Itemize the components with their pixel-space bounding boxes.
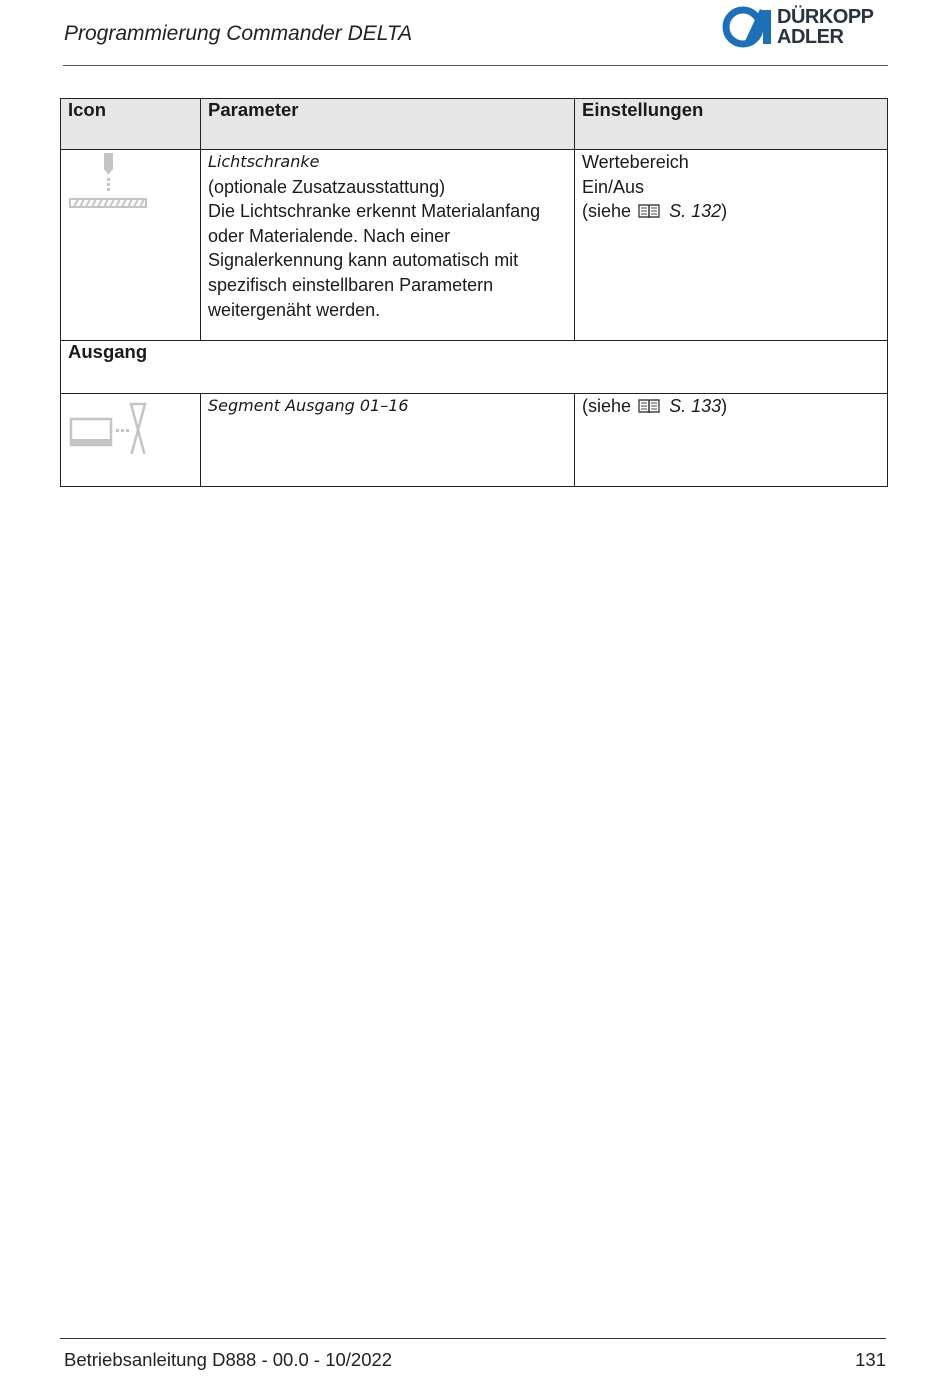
page-number: 131: [855, 1349, 886, 1370]
icon-cell: [61, 394, 201, 487]
section-title: Ausgang: [61, 341, 888, 394]
page-reference[interactable]: [582, 199, 880, 224]
parameter-line: oder Materialende. Nach einer: [208, 225, 451, 246]
parameter-cell: [201, 394, 575, 487]
table-row: [61, 150, 888, 341]
reference-suffix: ): [721, 201, 728, 222]
logo-line-2: ADLER: [777, 26, 844, 48]
section-row: [61, 341, 888, 394]
header-title: Programmierung Commander DELTA: [64, 22, 413, 45]
reference-suffix: ): [721, 396, 728, 416]
parameter-line: Die Lichtschranke erkennt Materialanfang: [208, 201, 541, 222]
footer-divider: [60, 1338, 886, 1339]
settings-line: Ein/Aus: [582, 176, 645, 197]
parameter-line: Signalerkennung kann automatisch mit: [208, 250, 519, 271]
parameter-line: spezifisch einstellbaren Parametern: [208, 274, 494, 295]
footer-document-info: Betriebsanleitung D888 - 00.0 - 10/2022: [64, 1349, 393, 1370]
icon-cell: [61, 150, 201, 341]
book-icon: [638, 398, 660, 415]
reference-prefix: (siehe: [582, 201, 632, 222]
reference-page: S. 132: [669, 201, 722, 222]
parameter-cell: [201, 150, 575, 341]
settings-cell: [575, 150, 888, 341]
settings-cell: [575, 394, 888, 487]
reference-prefix: (siehe: [582, 396, 632, 416]
light-barrier-icon: [68, 150, 148, 212]
logo-line-1: DÜRKOPP: [777, 6, 874, 28]
settings-line: Wertebereich: [582, 152, 689, 172]
header-divider: [63, 65, 888, 66]
column-header-settings: Einstellungen: [575, 99, 888, 150]
parameter-line: (optionale Zusatzausstattung): [208, 176, 446, 197]
parameter-table: [60, 98, 888, 487]
parameter-title: Segment Ausgang 01–16: [208, 396, 409, 415]
book-icon: [638, 203, 660, 220]
reference-page: S. 133: [669, 396, 722, 416]
company-logo: [722, 6, 892, 50]
page-reference[interactable]: [582, 394, 880, 418]
column-header-parameter: Parameter: [201, 99, 575, 150]
parameter-title: Lichtschranke: [208, 152, 320, 171]
table-header-row: [61, 99, 888, 150]
parameter-line: weitergenäht werden.: [208, 299, 381, 320]
logo-emblem-icon: [722, 6, 774, 48]
output-segment-icon: [68, 394, 148, 454]
table-row: [61, 394, 888, 487]
column-header-icon: Icon: [61, 99, 201, 150]
